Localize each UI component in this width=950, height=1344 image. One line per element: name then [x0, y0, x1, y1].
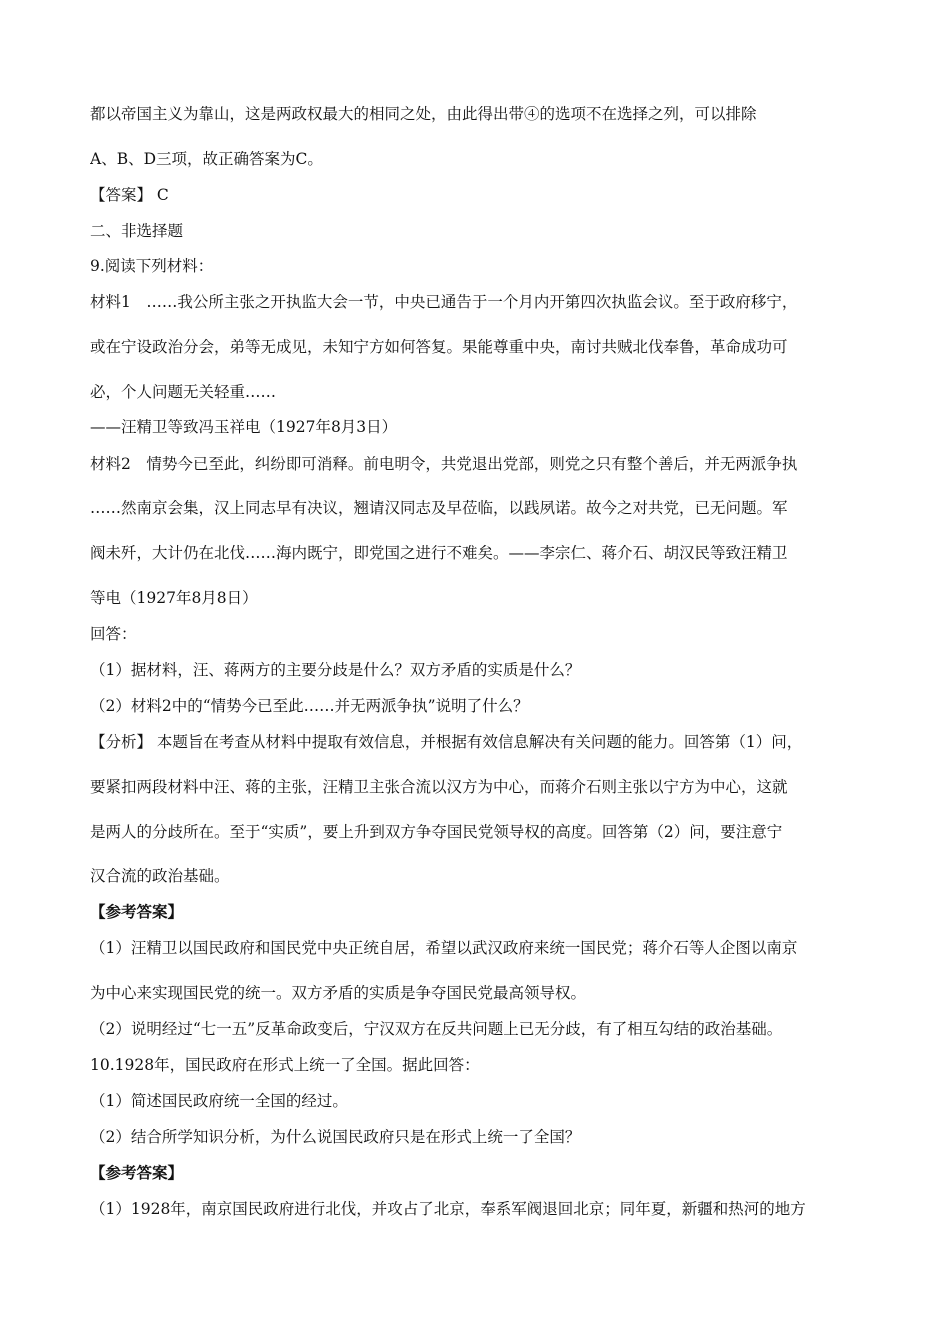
- analysis-line: 【分析】 本题旨在考查从材料中提取有效信息，并根据有效信息解决有关问题的能力。回答第（1）问，: [90, 733, 803, 751]
- material-line: 必，个人问题无关轻重……: [90, 383, 277, 401]
- analysis-line: 汉合流的政治基础。: [90, 867, 230, 885]
- question-heading: 10.1928年，国民政府在形式上统一了全国。据此回答：: [90, 1056, 480, 1074]
- text-line: 都以帝国主义为靠山，这是两政权最大的相同之处，由此得出带④的选项不在选择之列，可以排除: [90, 105, 757, 123]
- question-item: （1）简述国民政府统一全国的经过。: [90, 1092, 348, 1110]
- text-line: A、B、D三项，故正确答案为C。: [90, 150, 323, 168]
- material-line: ……然南京会集，汉上同志早有决议，翘请汉同志及早莅临，以践夙诺。故今之对共党，已无问题。军: [90, 499, 788, 517]
- answer-line: （1）汪精卫以国民政府和国民党中央正统自居，希望以武汉政府来统一国民党；蒋介石等人企图以南京: [90, 939, 798, 957]
- material-line: 材料2 情势今已至此，纠纷即可消释。前电明令，共党退出党部，则党之只有整个善后，并无两派争执: [90, 455, 798, 473]
- material-line: 材料1 ……我公所主张之开执监大会一节，中央已通告于一个月内开第四次执监会议。至于政府移宁，: [90, 293, 798, 311]
- material-line: 或在宁设政治分会，弟等无成见，未知宁方如何答复。果能尊重中央，南讨共贼北伐奉鲁，革命成功可: [90, 338, 788, 356]
- answer-line: 为中心来实现国民党的统一。双方矛盾的实质是争夺国民党最高领导权。: [90, 984, 587, 1002]
- answer-line: （2）说明经过“七一五”反革命政变后，宁汉双方在反共问题上已无分歧，有了相互勾结的政治基础。: [90, 1020, 783, 1038]
- question-item: （1）据材料，汪、蒋两方的主要分歧是什么？双方矛盾的实质是什么？: [90, 661, 581, 679]
- material-source: ——汪精卫等致冯玉祥电（1927年8月3日）: [90, 418, 398, 436]
- material-line: 等电（1927年8月8日）: [90, 589, 258, 607]
- analysis-line: 是两人的分歧所在。至于“实质”，要上升到双方争夺国民党领导权的高度。回答第（2）问，要注意宁: [90, 823, 783, 841]
- answer-label: 【答案】 C: [90, 186, 169, 204]
- question-heading: 9.阅读下列材料：: [90, 257, 214, 275]
- answer-line: （1）1928年，南京国民政府进行北伐，并攻占了北京，奉系军阀退回北京；同年夏，新疆和热河的地方: [90, 1200, 806, 1218]
- section-heading: 二、非选择题: [90, 222, 184, 240]
- question-prompt: 回答：: [90, 625, 137, 643]
- material-line: 阀未歼，大计仍在北伐……海内既宁，即党国之进行不难矣。——李宗仁、蒋介石、胡汉民等致汪精卫: [90, 544, 788, 562]
- reference-answer-label: 【参考答案】: [90, 902, 184, 921]
- question-item: （2）结合所学知识分析，为什么说国民政府只是在形式上统一了全国？: [90, 1128, 581, 1146]
- reference-answer-label: 【参考答案】: [90, 1163, 184, 1182]
- question-item: （2）材料2中的“情势今已至此……并无两派争执”说明了什么？: [90, 697, 529, 715]
- analysis-line: 要紧扣两段材料中汪、蒋的主张，汪精卫主张合流以汉方为中心，而蒋介石则主张以宁方为中心，这就: [90, 778, 788, 796]
